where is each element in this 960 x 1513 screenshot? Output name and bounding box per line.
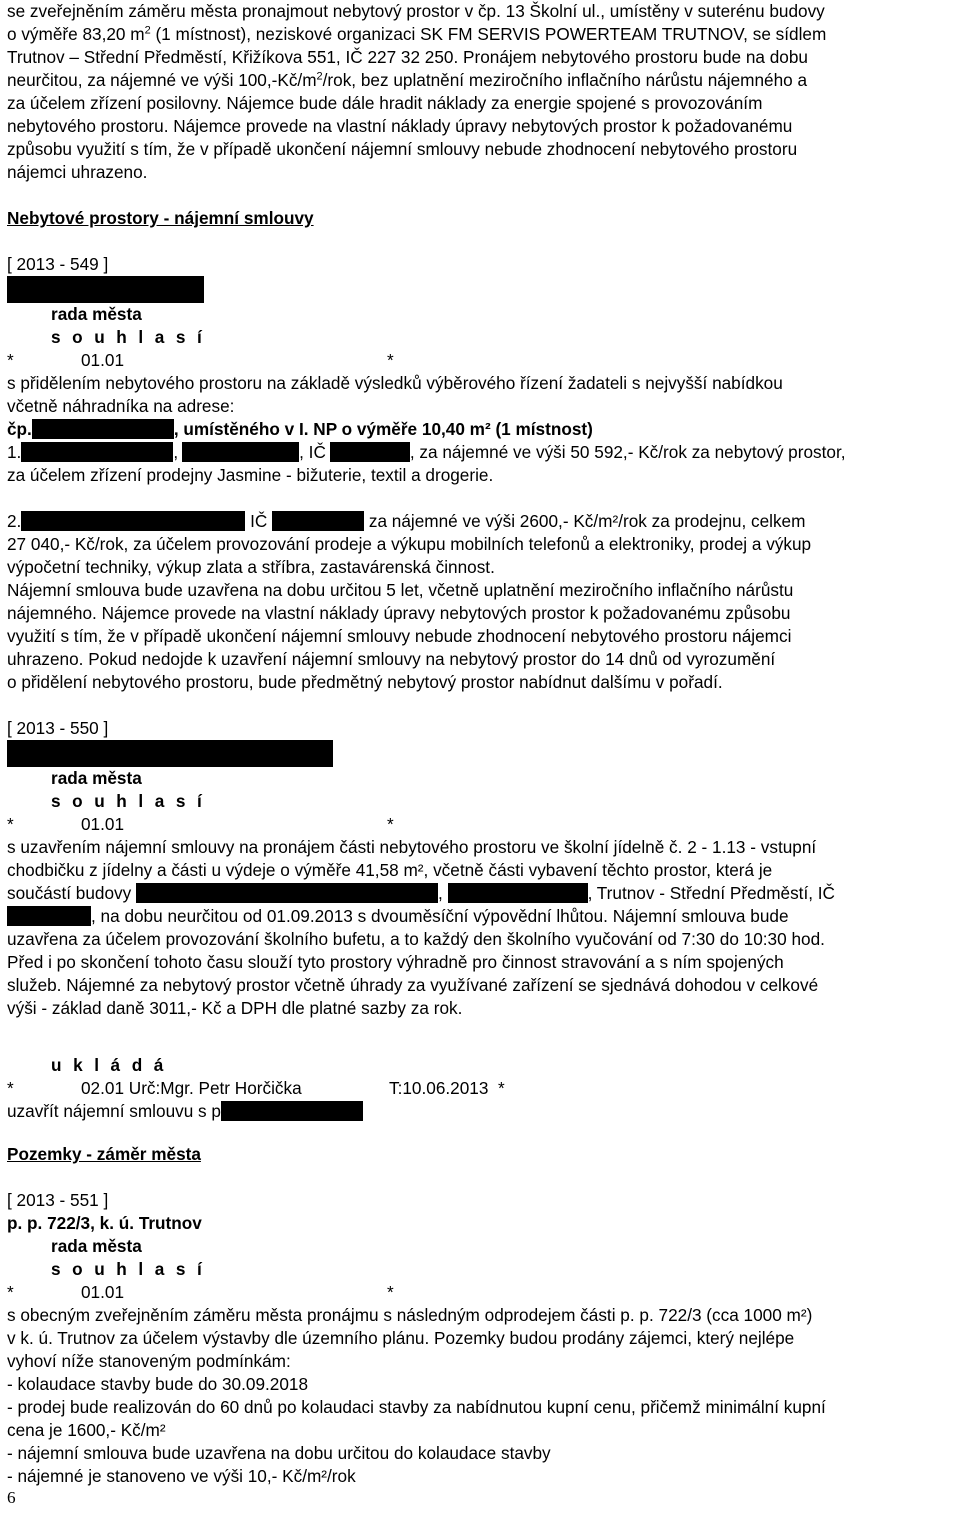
- text-line: služeb. Nájemné za nebytový prostor včetně úhrady za využívané zařízení se sjednává dohodou v celkové: [7, 975, 819, 995]
- item-code-line: * 01.01 *: [7, 814, 394, 834]
- applicant-line-2: 2. IČ za nájemné ve výši 2600,- Kč/m²/rok za prodejnu, celkem: [7, 511, 806, 531]
- section-heading-pozemky: Pozemky - záměr města: [7, 1144, 201, 1164]
- text-line: , na dobu neurčitou od 01.09.2013 s dvouměsíční výpovědní lhůtou. Nájemní smlouva bude: [7, 905, 953, 928]
- list-item: - nájemní smlouva bude uzavřena na dobu určitou do kolaudace stavby: [7, 1443, 551, 1463]
- text-line: způsobu využití s tím, že v případě ukončení nájemní smlouvy nebude zhodnocení nebytového prostoru: [7, 139, 798, 159]
- body-name: rada města: [51, 768, 142, 788]
- text-line: výši - základ daně 3011,- Kč a DPH dle platné sazby za rok.: [7, 998, 463, 1018]
- text-line: Před i po skončení tohoto času slouží tyto prostory výhradně pro činnost stravování a s ním spojených: [7, 952, 784, 972]
- redacted-block: [21, 442, 173, 462]
- text-line: o přidělení nebytového prostoru, bude předmětný nebytový prostor nabídnut dalšímu v pořadí.: [7, 672, 723, 692]
- text-line: o výměře 83,20 $m^2$ (1 místnost), neziskové organizaci SK FM SERVIS POWERTEAM TRUTNOV, se sídlem: [7, 24, 827, 44]
- text-line: výpočetní techniky, výkup zlata a stříbra, zastavárenská činnost.: [7, 557, 495, 577]
- resolution-ref: [ 2013 - 549 ]: [7, 254, 109, 274]
- task-line: * 02.01 Urč:Mgr. Petr Horčička T:10.06.2013 *: [7, 1078, 505, 1098]
- text-line: nájemci uhrazeno.: [7, 162, 148, 182]
- list-item: - kolaudace stavby bude do 30.09.2018: [7, 1374, 309, 1394]
- address-line: čp. , umístěného v I. NP o výměře 10,40 m² (1 místnost): [7, 419, 593, 439]
- body-name: rada města: [51, 304, 142, 324]
- redacted-block: [221, 1101, 363, 1121]
- item-code-line: * 01.01 *: [7, 350, 394, 370]
- resolution-verb: u k l á d á: [51, 1055, 167, 1075]
- text-line: za účelem zřízení posilovny. Nájemce bude dále hradit náklady za energie spojené s provozováním: [7, 93, 763, 113]
- text-line: nebytového prostoru. Nájemce provede na vlastní náklady úpravy nebytových prostor k požadovanému: [7, 116, 793, 136]
- redacted-block: [448, 883, 588, 903]
- text-line: s obecným zveřejněním záměru města pronájmu s následným odprodejem části p. p. 722/3 (cca 1000 m²): [7, 1305, 813, 1325]
- list-item: - nájemné je stanoveno ve výši 10,- Kč/m²/rok: [7, 1466, 356, 1486]
- text-line: uzavřít nájemní smlouvu s p: [7, 1100, 953, 1123]
- text-line: Nájemní smlouva bude uzavřena na dobu určitou 5 let, včetně uplatnění meziročního inflačního nárůstu: [7, 580, 794, 600]
- redacted-block: [32, 419, 174, 439]
- document-body: [7, 0, 953, 1488]
- text-line: využití s tím, že v případě ukončení nájemní smlouvy nebude zhodnocení nebytového prostoru nájemci: [7, 626, 792, 646]
- list-item: - prodej bude realizován do 60 dnů po kolaudaci stavby za nabídnutou kupní cenu, přičemž minimální kupní: [7, 1397, 826, 1417]
- text-line: neurčitou, za nájemné ve výši $100,-Kč/m^2$/rok, bez uplatnění meziročního inflačního nárůstu nájemného a: [7, 70, 808, 90]
- item-code-line: * 01.01 *: [7, 1282, 394, 1302]
- redacted-block: [272, 511, 364, 531]
- text-line: za účelem zřízení prodejny Jasmine - bižuterie, textil a drogerie.: [7, 465, 494, 485]
- parcel-title: p. p. 722/3, k. ú. Trutnov: [7, 1213, 202, 1233]
- text-line: se zveřejněním záměru města pronajmout nebytový prostor v čp. 13 Školní ul., umístěny v suterénu budovy: [7, 1, 825, 21]
- resolution-verb: s o u h l a s í: [51, 327, 206, 347]
- text-line: s přidělením nebytového prostoru na základě výsledků výběrového řízení žadateli s nejvyšší nabídkou: [7, 373, 783, 393]
- section-heading-nebytove-prostory: Nebytové prostory - nájemní smlouvy: [7, 208, 314, 228]
- redacted-block: [21, 511, 245, 531]
- text-line: 27 040,- Kč/rok, za účelem provozování prodeje a výkupu mobilních telefonů a elektroniky, prodej a výkup: [7, 534, 812, 554]
- page-number: 6: [7, 1488, 16, 1507]
- superscript: 2: [144, 24, 151, 37]
- text-line: chodbičku z jídelny a části u výdeje o výměře 41,58 m², včetně části vybavení těchto prostor, která je: [7, 860, 773, 880]
- applicant-line-1: 1. , , IČ , za nájemné ve výši 50 592,- Kč/rok za nebytový prostor,: [7, 442, 846, 462]
- resolution-ref: [ 2013 - 551 ]: [7, 1190, 109, 1210]
- text-line: včetně náhradníka na adrese:: [7, 396, 235, 416]
- text-line: uhrazeno. Pokud nedojde k uzavření nájemní smlouvy na nebytový prostor do 14 dnů od vyrozumění: [7, 649, 776, 669]
- redacted-block: [330, 442, 410, 462]
- text-line: uzavřena za účelem provozování školního bufetu, a to každý den školního vyučování od 7:30 do 10:30 hod.: [7, 929, 825, 949]
- redacted-block: [136, 883, 438, 903]
- text-line: Trutnov – Střední Předměstí, Křižíkova 551, IČ 227 32 250. Pronájem nebytového prostoru bude na dobu: [7, 47, 808, 67]
- text-line: součástí budovy , , Trutnov - Střední Předměstí, IČ: [7, 883, 835, 903]
- text-line: v k. ú. Trutnov za účelem výstavby dle územního plánu. Pozemky budou prodány zájemci, který nejlépe: [7, 1328, 795, 1348]
- body-name: rada města: [51, 1236, 142, 1256]
- text-line: nájemného. Nájemce provede na vlastní náklady úpravy nebytových prostor k požadovanému způsobu: [7, 603, 791, 623]
- redacted-block: [7, 740, 333, 767]
- intro-paragraph: [7, 0, 953, 184]
- redacted-block: [182, 442, 299, 462]
- text-line: vyhoví níže stanoveným podmínkám:: [7, 1351, 291, 1371]
- resolution-verb: s o u h l a s í: [51, 1259, 206, 1279]
- resolution-verb: s o u h l a s í: [51, 791, 206, 811]
- superscript: 2: [316, 70, 323, 83]
- list-item: cena je 1600,- Kč/m²: [7, 1420, 166, 1440]
- resolution-ref: [ 2013 - 550 ]: [7, 718, 109, 738]
- redacted-block: [7, 906, 91, 926]
- text-line: s uzavřením nájemní smlouvy na pronájem části nebytového prostoru ve školní jídelně č. 2 - 1.13 - vstupní: [7, 837, 817, 857]
- redacted-block: [7, 276, 204, 303]
